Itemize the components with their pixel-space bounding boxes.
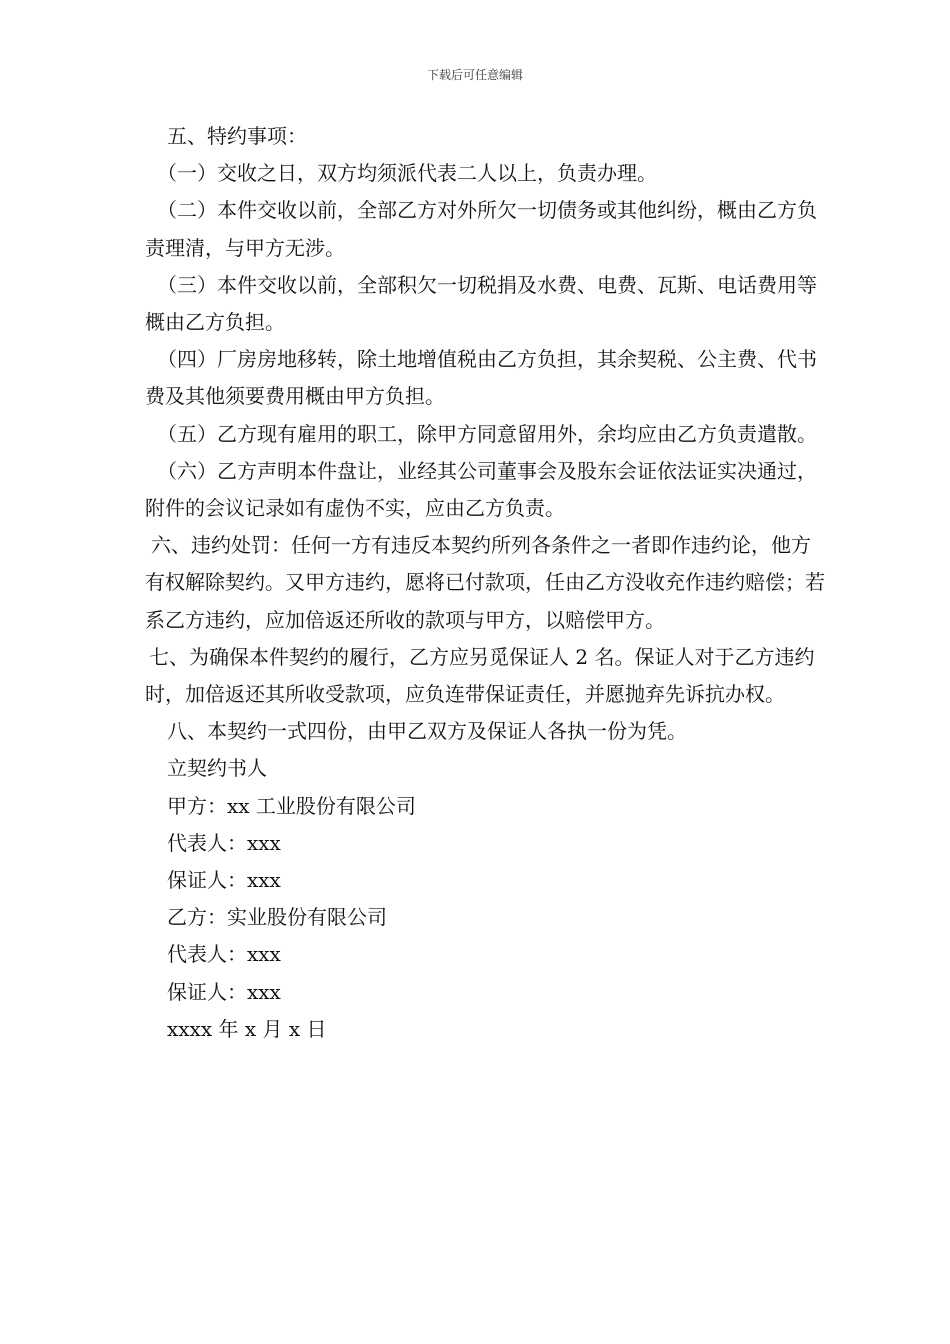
signatories-heading: 立契约书人 (167, 756, 267, 781)
party-b-guarantor: 保证人：xxx (167, 979, 281, 1004)
clause-5-1: （一）交收之日，双方均须派代表二人以上，负责办理。 (157, 161, 657, 186)
clause-5-5: （五）乙方现有雇用的职工，除甲方同意留用外，余均应由乙方负责遣散。 (157, 421, 817, 446)
party-a-name: 甲方：xx 工业股份有限公司 (167, 793, 416, 818)
page-header: 下载后可任意编辑 (426, 68, 523, 82)
clause-5-3: （三）本件交收以前，全部积欠一切税捐及水费、电费、瓦斯、电话费用等概由乙方负担。 (145, 272, 817, 335)
party-b-representative: 代表人：xxx (167, 942, 281, 967)
clause-5-6: （六）乙方声明本件盘让，业经其公司董事会及股东会证依法证实决通过，附件的会议记录如有虚伪不实，应由乙方负责。 (145, 458, 817, 521)
contract-body (145, 118, 825, 1048)
contract-date: xxxx 年 x 月 x 日 (167, 1016, 327, 1041)
party-b-name: 乙方：实业股份有限公司 (167, 905, 387, 930)
party-a-guarantor: 保证人：xxx (167, 868, 281, 893)
section-8-copies: 八、本契约一式四份，由甲乙双方及保证人各执一份为凭。 (167, 719, 687, 744)
clause-5-4: （四）厂房房地移转，除土地增值税由乙方负担，其余契税、公主费、代书费及其他须要费用概由甲方负担。 (145, 347, 817, 409)
section-6-penalty: 六、违约处罚：任何一方有违反本契约所列各条件之一者即作违约论，他方有权解除契约。又甲方违约，愿将已付款项，任由乙方没收充作违约赔偿；若系乙方违约，应加倍返还所收的款项与甲方，以赔偿甲方。 (145, 533, 825, 632)
section-7-guarantee: 七、为确保本件契约的履行，乙方应另觅保证人 2 名。保证人对于乙方违约时，加倍返还其所收受款项，应负连带保证责任，并愿抛弃先诉抗办权。 (145, 644, 815, 707)
section-5-heading: 五、特约事项： (167, 124, 307, 148)
clause-5-2: （二）本件交收以前，全部乙方对外所欠一切债务或其他纠纷，概由乙方负责理清，与甲方无涉。 (145, 198, 817, 260)
party-a-representative: 代表人：xxx (167, 830, 281, 855)
